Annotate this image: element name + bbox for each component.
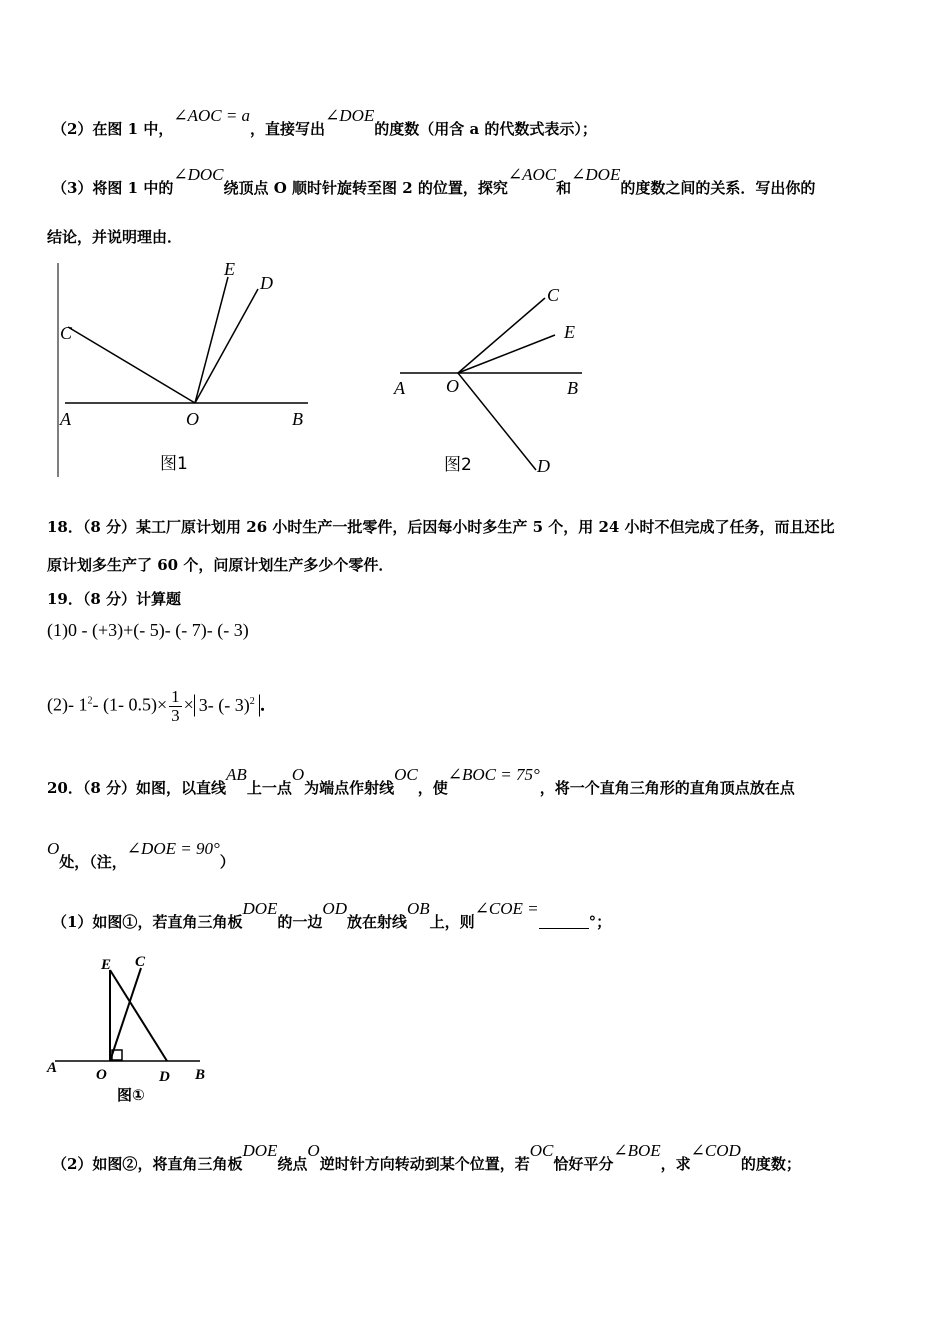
q20-p2-t5: 的度数； bbox=[740, 1155, 801, 1173]
q20-part1 bbox=[52, 899, 612, 932]
math-angle-doc: ∠DOC bbox=[173, 165, 224, 184]
fig2-label-b: B bbox=[567, 378, 578, 398]
fig2-caption: 图2 bbox=[444, 455, 472, 475]
q19-title: 19．（8 分）计算题 bbox=[47, 590, 182, 608]
q18-line2: 原计划多生产了 60 个，问原计划生产多少个零件． bbox=[47, 556, 394, 574]
fig1-label-o: O bbox=[186, 409, 199, 429]
q19-expr2-c: × bbox=[183, 694, 194, 715]
figc1-caption: 图① bbox=[117, 1086, 145, 1104]
q19-expr2-b: - (1- 0.5)× bbox=[92, 694, 168, 715]
fig1-label-a: A bbox=[60, 409, 71, 429]
q20-line1 bbox=[47, 765, 795, 798]
answer-blank[interactable] bbox=[539, 914, 589, 929]
q20-p2-label: （2）如图②，将直角三角板 bbox=[52, 1155, 243, 1173]
q19-expr2 bbox=[47, 688, 278, 725]
q20-t6: ） bbox=[219, 853, 235, 871]
figc1-label-b: B bbox=[195, 1067, 206, 1083]
q20-t1: 上一点 bbox=[246, 779, 292, 797]
math-oc-2: OC bbox=[529, 1141, 554, 1160]
figc1-label-o: O bbox=[96, 1067, 107, 1083]
q19-expr1: (1)0 - (+3)+(- 5)- (- 7)- (- 3) bbox=[47, 620, 249, 640]
fig1-caption: 图1 bbox=[160, 454, 188, 474]
fig2-label-c: C bbox=[547, 285, 560, 305]
q17-part3-mid2: 和 bbox=[556, 179, 572, 197]
q19-expr2-sup2: 2 bbox=[249, 695, 255, 707]
fig2-label-d: D bbox=[537, 456, 550, 476]
q20-t5: 处，（注， bbox=[59, 853, 127, 871]
fig2-label-e: E bbox=[564, 322, 575, 342]
q20-t4: ，将一个直角三角形的直角顶点放在点 bbox=[539, 779, 795, 797]
math-angle-aoc: ∠AOC = a bbox=[173, 106, 251, 125]
q20-p2-t2: 逆时针方向转动到某个位置，若 bbox=[319, 1155, 530, 1173]
fig1-label-b: B bbox=[292, 409, 303, 429]
figure-1 bbox=[50, 255, 320, 480]
figc1-label-e: E bbox=[101, 957, 112, 973]
q17-part3-tail: 的度数之间的关系．写出你的 bbox=[620, 179, 816, 197]
math-angle-coe: ∠COE = bbox=[474, 899, 539, 918]
fig1-label-e: E bbox=[224, 259, 235, 279]
q20-p1-label: （1）如图①，若直角三角板 bbox=[52, 913, 243, 931]
fig1-label-d: D bbox=[260, 273, 273, 293]
math-angle-cod: ∠COD bbox=[690, 1141, 741, 1160]
q19-dot: ． bbox=[259, 694, 278, 716]
q20-line2 bbox=[47, 839, 235, 872]
q20-p1-t4: °； bbox=[588, 913, 612, 931]
q19-frac-num: 1 bbox=[171, 687, 180, 706]
math-angle-doe-2: ∠DOE bbox=[571, 165, 621, 184]
figure-circle-1 bbox=[45, 950, 220, 1110]
q20-p2-t3: 恰好平分 bbox=[553, 1155, 614, 1173]
math-doe-2: DOE bbox=[242, 1141, 278, 1160]
math-angle-doe: ∠DOE bbox=[325, 106, 375, 125]
q20-p1-t1: 的一边 bbox=[277, 913, 323, 931]
q19-expr2-a: (2)- 1 bbox=[47, 694, 88, 715]
q17-part3-mid1: 绕顶点 O 顺时针旋转至图 2 的位置，探究 bbox=[223, 179, 508, 197]
q17-part3-label: （3）将图 1 中的 bbox=[52, 179, 174, 197]
q20-part2 bbox=[52, 1141, 801, 1174]
fig2-label-o: O bbox=[446, 376, 459, 396]
q19-frac-den: 3 bbox=[171, 706, 180, 725]
q17-part2 bbox=[52, 106, 597, 139]
q20-t3: ，使 bbox=[417, 779, 448, 797]
math-o: O bbox=[291, 765, 305, 784]
q18-line1: 18．（8 分）某工厂原计划用 26 小时生产一批零件，后因每小时多生产 5 个，用 24 小时不但完成了任务，而且还比 bbox=[47, 518, 835, 536]
q19-expr2-sup: 2 bbox=[87, 695, 93, 707]
q17-part2-tail: 的度数（用含 a 的代数式表示）； bbox=[374, 120, 597, 138]
q20-p1-t2: 放在射线 bbox=[346, 913, 407, 931]
math-ab: AB bbox=[226, 765, 247, 784]
q20-t2: 为端点作射线 bbox=[304, 779, 395, 797]
q20-p2-t4: ，求 bbox=[660, 1155, 691, 1173]
math-ob: OB bbox=[407, 899, 430, 918]
q19-fraction bbox=[169, 688, 182, 725]
q20-p2-t1: 绕点 bbox=[277, 1155, 308, 1173]
math-o-3: O bbox=[307, 1141, 320, 1160]
figc1-label-d: D bbox=[159, 1069, 170, 1085]
figure-2 bbox=[390, 280, 590, 480]
q20-p1-t3: 上，则 bbox=[429, 913, 475, 931]
math-angle-aoc-2: ∠AOC bbox=[507, 165, 557, 184]
fig1-label-c: C bbox=[60, 323, 73, 343]
math-angle-doe-90: ∠DOE = 90° bbox=[126, 839, 220, 858]
figc1-label-a: A bbox=[47, 1060, 58, 1076]
math-o-2: O bbox=[47, 839, 60, 858]
q17-part2-label: （2）在图 1 中， bbox=[52, 120, 174, 138]
figc1-label-c: C bbox=[135, 954, 146, 970]
math-od: OD bbox=[322, 899, 347, 918]
q17-part2-mid: ，直接写出 bbox=[250, 120, 326, 138]
math-oc: OC bbox=[394, 765, 418, 784]
fig2-label-a: A bbox=[394, 378, 405, 398]
math-doe: DOE bbox=[242, 899, 278, 918]
math-angle-boe: ∠BOE bbox=[613, 1141, 661, 1160]
math-angle-boc: ∠BOC = 75° bbox=[447, 765, 540, 784]
q19-bracket bbox=[194, 694, 260, 717]
q17-part3-line2: 结论，并说明理由． bbox=[47, 228, 183, 246]
q20-lead: 20．（8 分）如图，以直线 bbox=[47, 779, 227, 797]
q17-part3-line1 bbox=[52, 165, 816, 198]
q19-expr2-d: 3- (- 3) bbox=[198, 694, 250, 715]
